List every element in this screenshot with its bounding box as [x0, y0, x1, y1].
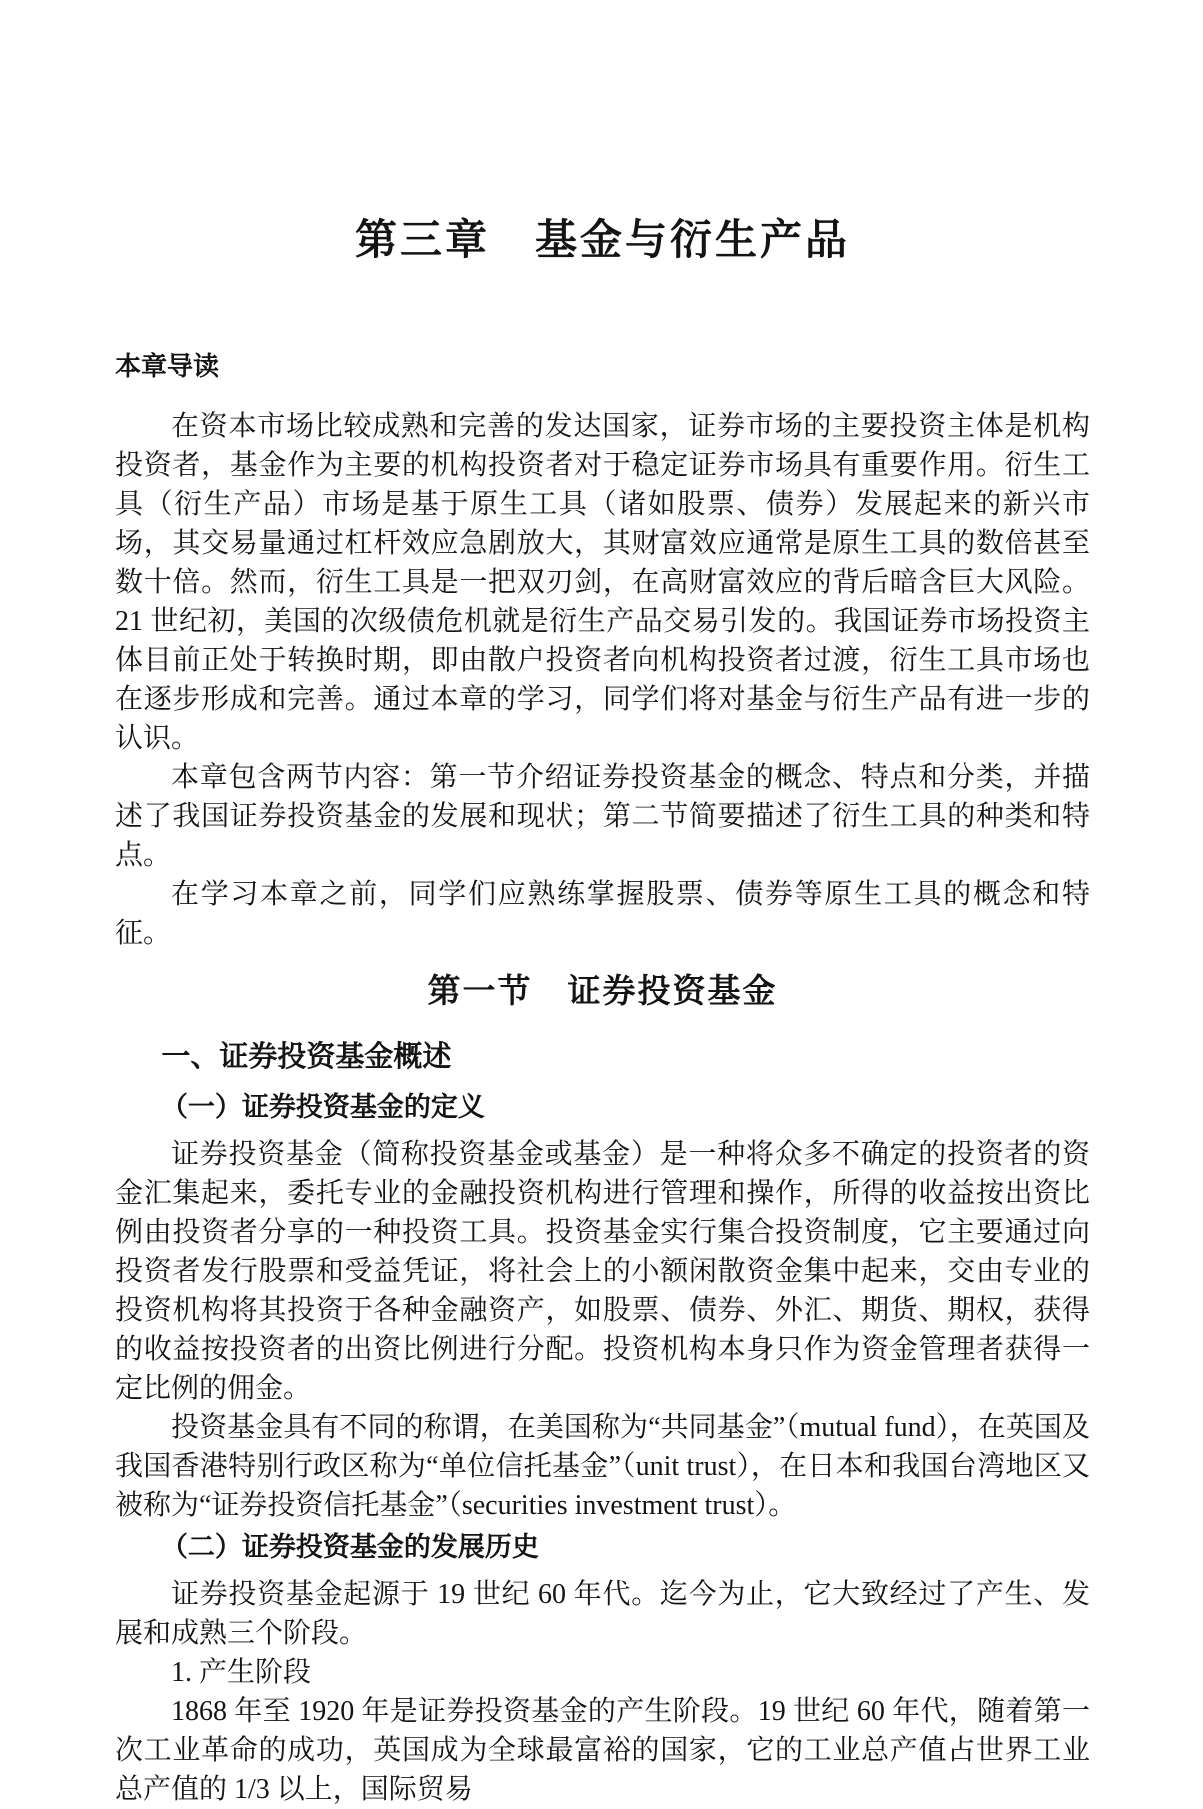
- history-intro-paragraph: 证券投资基金起源于 19 世纪 60 年代。迄今为止，它大致经过了产生、发展和成熟三个阶段。: [115, 1578, 1090, 1649]
- definition-paragraph: 证券投资基金（简称投资基金或基金）是一种将众多不确定的投资者的资金汇集起来，委托专业的金融投资机构进行管理和操作，所得的收益按出资比例由投资者分享的一种投资工具。投资基金实行集合投资制度，它主要通过向投资者发行股票和受益凭证，将社会上的小额闲散资金集中起来，交由专业的投资机构将其投资于各种金融资产，如股票、债券、外汇、期货、期权，获得的收益按投资者的出资比例进行分配。投资机构本身只作为资金管理者获得一定比例的佣金。: [115, 1138, 1090, 1404]
- intro-paragraph: 在资本市场比较成熟和完善的发达国家，证券市场的主要投资主体是机构投资者，基金作为主要的机构投资者对于稳定证券市场具有重要作用。衍生工具（衍生产品）市场是基于原生工具（诸如股票、债券）发展起来的新兴市场，其交易量通过杠杆效应急剧放大，其财富效应通常是原生工具的数倍甚至数十倍。然而，衍生工具是一把双刃剑，在高财富效应的背后暗含巨大风险。21 世纪初，美国的次级债危机就是衍生产品交易引发的。我国证券市场投资主体目前正处于转换时期，即由散户投资者向机构投资者过渡，衍生工具市场也在逐步形成和完善。通过本章的学习，同学们将对基金与衍生产品有进一步的认识。: [115, 410, 1090, 754]
- definition-paragraph: 投资基金具有不同的称谓，在美国称为“共同基金”（mutual fund），在英国及我国香港特别行政区称为“单位信托基金”（unit trust），在日本和我国台湾地区又被称为“证券投资信托基金”（securities investment trust）。: [115, 1411, 1090, 1521]
- chapter-intro-heading: 本章导读: [115, 350, 220, 381]
- history-heading: （二）证券投资基金的发展历史: [160, 1531, 539, 1562]
- chapter-title: 第三章 基金与衍生产品: [354, 216, 850, 263]
- section-title: 第一节 证券投资基金: [427, 971, 778, 1009]
- stage1-heading: 1. 产生阶段: [171, 1656, 312, 1688]
- intro-paragraph: 在学习本章之前，同学们应熟练掌握股票、债券等原生工具的概念和特征。: [115, 878, 1090, 949]
- stage1-paragraph: 1868 年至 1920 年是证券投资基金的产生阶段。19 世纪 60 年代，随着第一次工业革命的成功，英国成为全球最富裕的国家，它的工业总产值占世界工业总产值的 1/3 以上，国际贸易: [115, 1695, 1090, 1805]
- history-text: [115, 1575, 1090, 1809]
- definition-text: [115, 1135, 1090, 1525]
- chapter-intro-text: [115, 407, 1090, 953]
- intro-paragraph: 本章包含两节内容：第一节介绍证券投资基金的概念、特点和分类，并描述了我国证券投资基金的发展和现状；第二节简要描述了衍生工具的种类和特点。: [115, 761, 1090, 871]
- definition-heading: （一）证券投资基金的定义: [160, 1091, 485, 1122]
- overview-heading: 一、证券投资基金概述: [161, 1040, 452, 1073]
